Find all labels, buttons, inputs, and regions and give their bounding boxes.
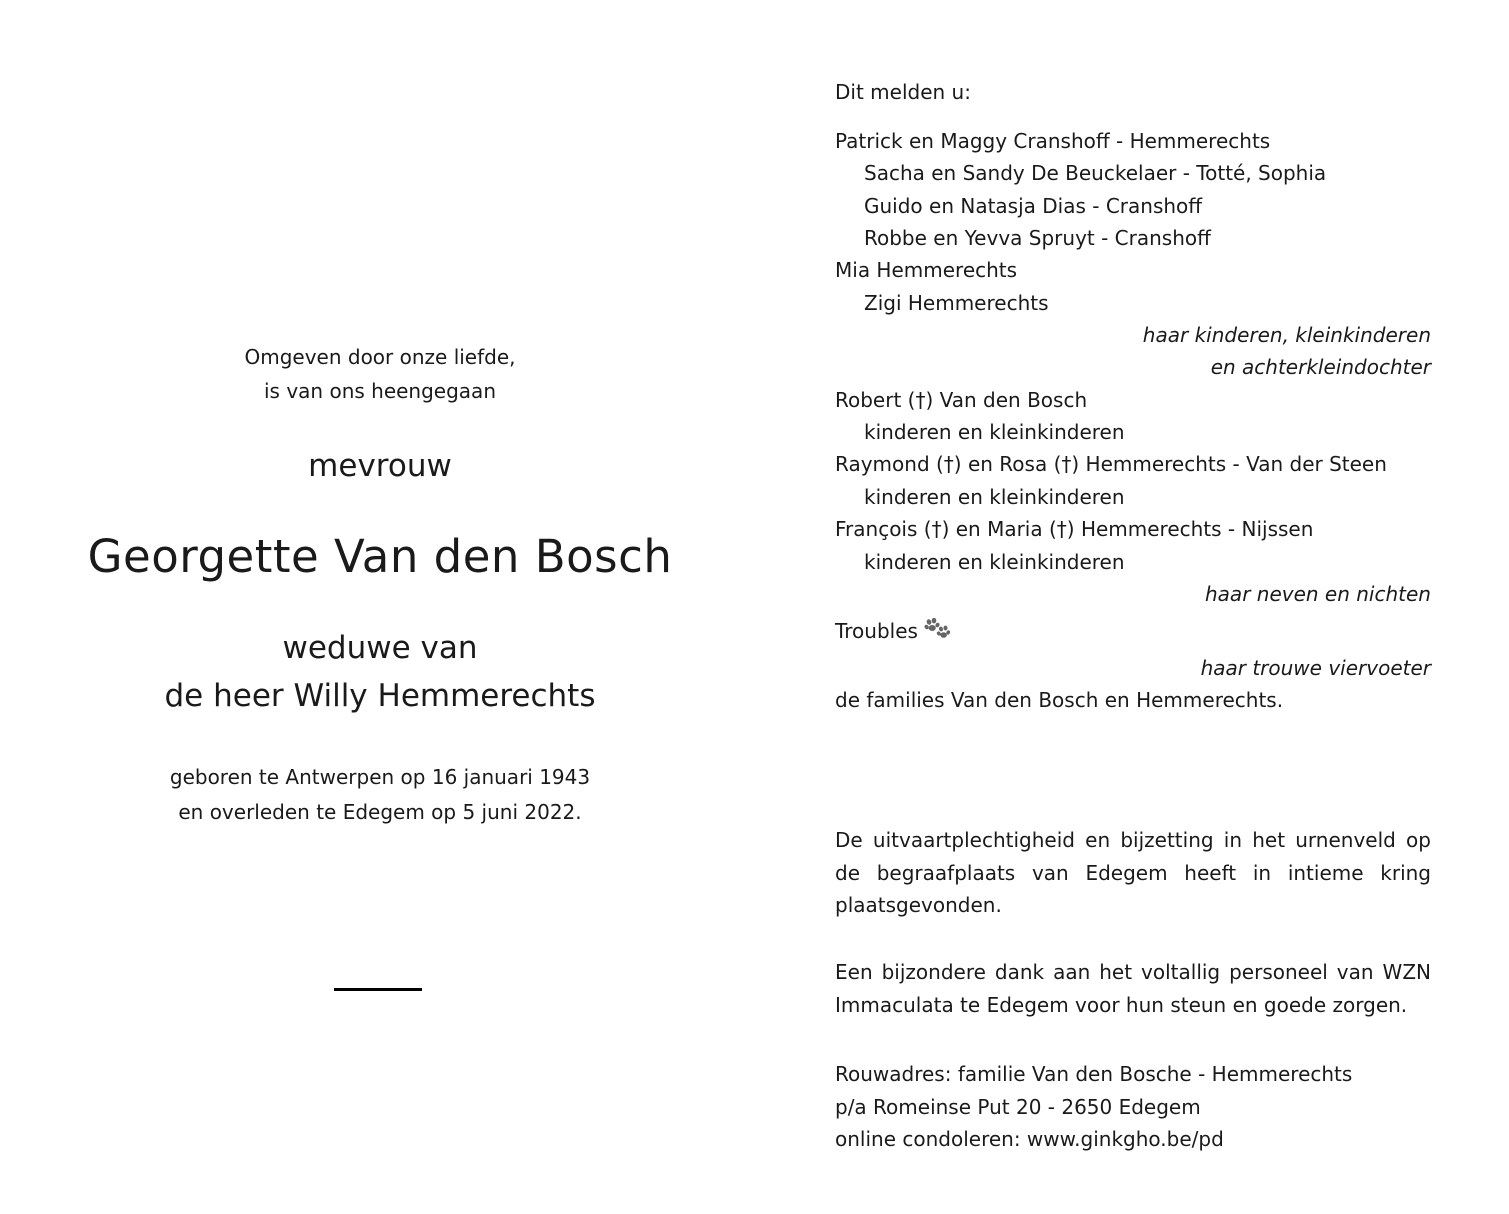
paw-print-icon bbox=[924, 618, 952, 649]
address-line: Rouwadres: familie Van den Bosche - Hemmerechts bbox=[835, 1062, 1353, 1086]
death-line: en overleden te Edegem op 5 juni 2022. bbox=[178, 800, 582, 824]
divider-line bbox=[334, 988, 422, 991]
family-line: Sacha en Sandy De Beuckelaer - Totté, Sophia bbox=[864, 161, 1327, 185]
deceased-name: Georgette Van den Bosch bbox=[87, 530, 673, 583]
relation-caption: haar trouwe viervoeter bbox=[1200, 656, 1431, 680]
family-line: kinderen en kleinkinderen bbox=[864, 550, 1125, 574]
family-line: kinderen en kleinkinderen bbox=[864, 485, 1125, 509]
family-line: Robert (†) Van den Bosch bbox=[835, 388, 1088, 412]
widow-of bbox=[0, 624, 760, 720]
condolence-link[interactable]: online condoleren: www.ginkgho.be/pd bbox=[835, 1127, 1224, 1151]
relation-caption: haar neven en nichten bbox=[1205, 582, 1431, 606]
family-line: Mia Hemmerechts bbox=[835, 258, 1018, 282]
intro-line: Omgeven door onze liefde, bbox=[244, 345, 516, 369]
intro-text bbox=[0, 340, 760, 408]
announcement-heading: Dit melden u: bbox=[835, 80, 971, 104]
pet-line bbox=[835, 617, 952, 649]
relation-caption: haar kinderen, kleinkinderen bbox=[1142, 323, 1431, 347]
family-line: kinderen en kleinkinderen bbox=[864, 420, 1125, 444]
birth-death-dates bbox=[0, 760, 760, 830]
intro-line: is van ons heengegaan bbox=[264, 379, 496, 403]
family-line: Zigi Hemmerechts bbox=[864, 291, 1049, 315]
right-panel bbox=[835, 0, 1431, 1214]
family-line: Patrick en Maggy Cranshoff - Hemmerechts bbox=[835, 129, 1271, 153]
widow-line: weduwe van bbox=[282, 630, 478, 666]
honorific: mevrouw bbox=[308, 448, 452, 484]
birth-line: geboren te Antwerpen op 16 januari 1943 bbox=[169, 765, 591, 789]
thanks-paragraph: Een bijzondere dank aan het voltallig personeel van WZN Immaculata te Edegem voor hun steun en goede zorgen. bbox=[835, 960, 1431, 1017]
address-line: p/a Romeinse Put 20 - 2650 Edegem bbox=[835, 1095, 1201, 1119]
family-line: Robbe en Yevva Spruyt - Cranshoff bbox=[864, 226, 1211, 250]
family-line: Raymond (†) en Rosa (†) Hemmerechts - Van der Steen bbox=[835, 452, 1387, 476]
pet-name: Troubles bbox=[835, 619, 918, 643]
spouse-name: de heer Willy Hemmerechts bbox=[164, 678, 596, 714]
family-line: de families Van den Bosch en Hemmerechts. bbox=[835, 688, 1284, 712]
family-line: Guido en Natasja Dias - Cranshoff bbox=[864, 194, 1203, 218]
family-line: François (†) en Maria (†) Hemmerechts - Nijssen bbox=[835, 517, 1314, 541]
funeral-paragraph: De uitvaartplechtigheid en bijzetting in het urnenveld op de begraafplaats van Edegem heeft in intieme kring plaatsgevonden. bbox=[835, 828, 1431, 917]
relation-caption: en achterkleindochter bbox=[1210, 355, 1431, 379]
